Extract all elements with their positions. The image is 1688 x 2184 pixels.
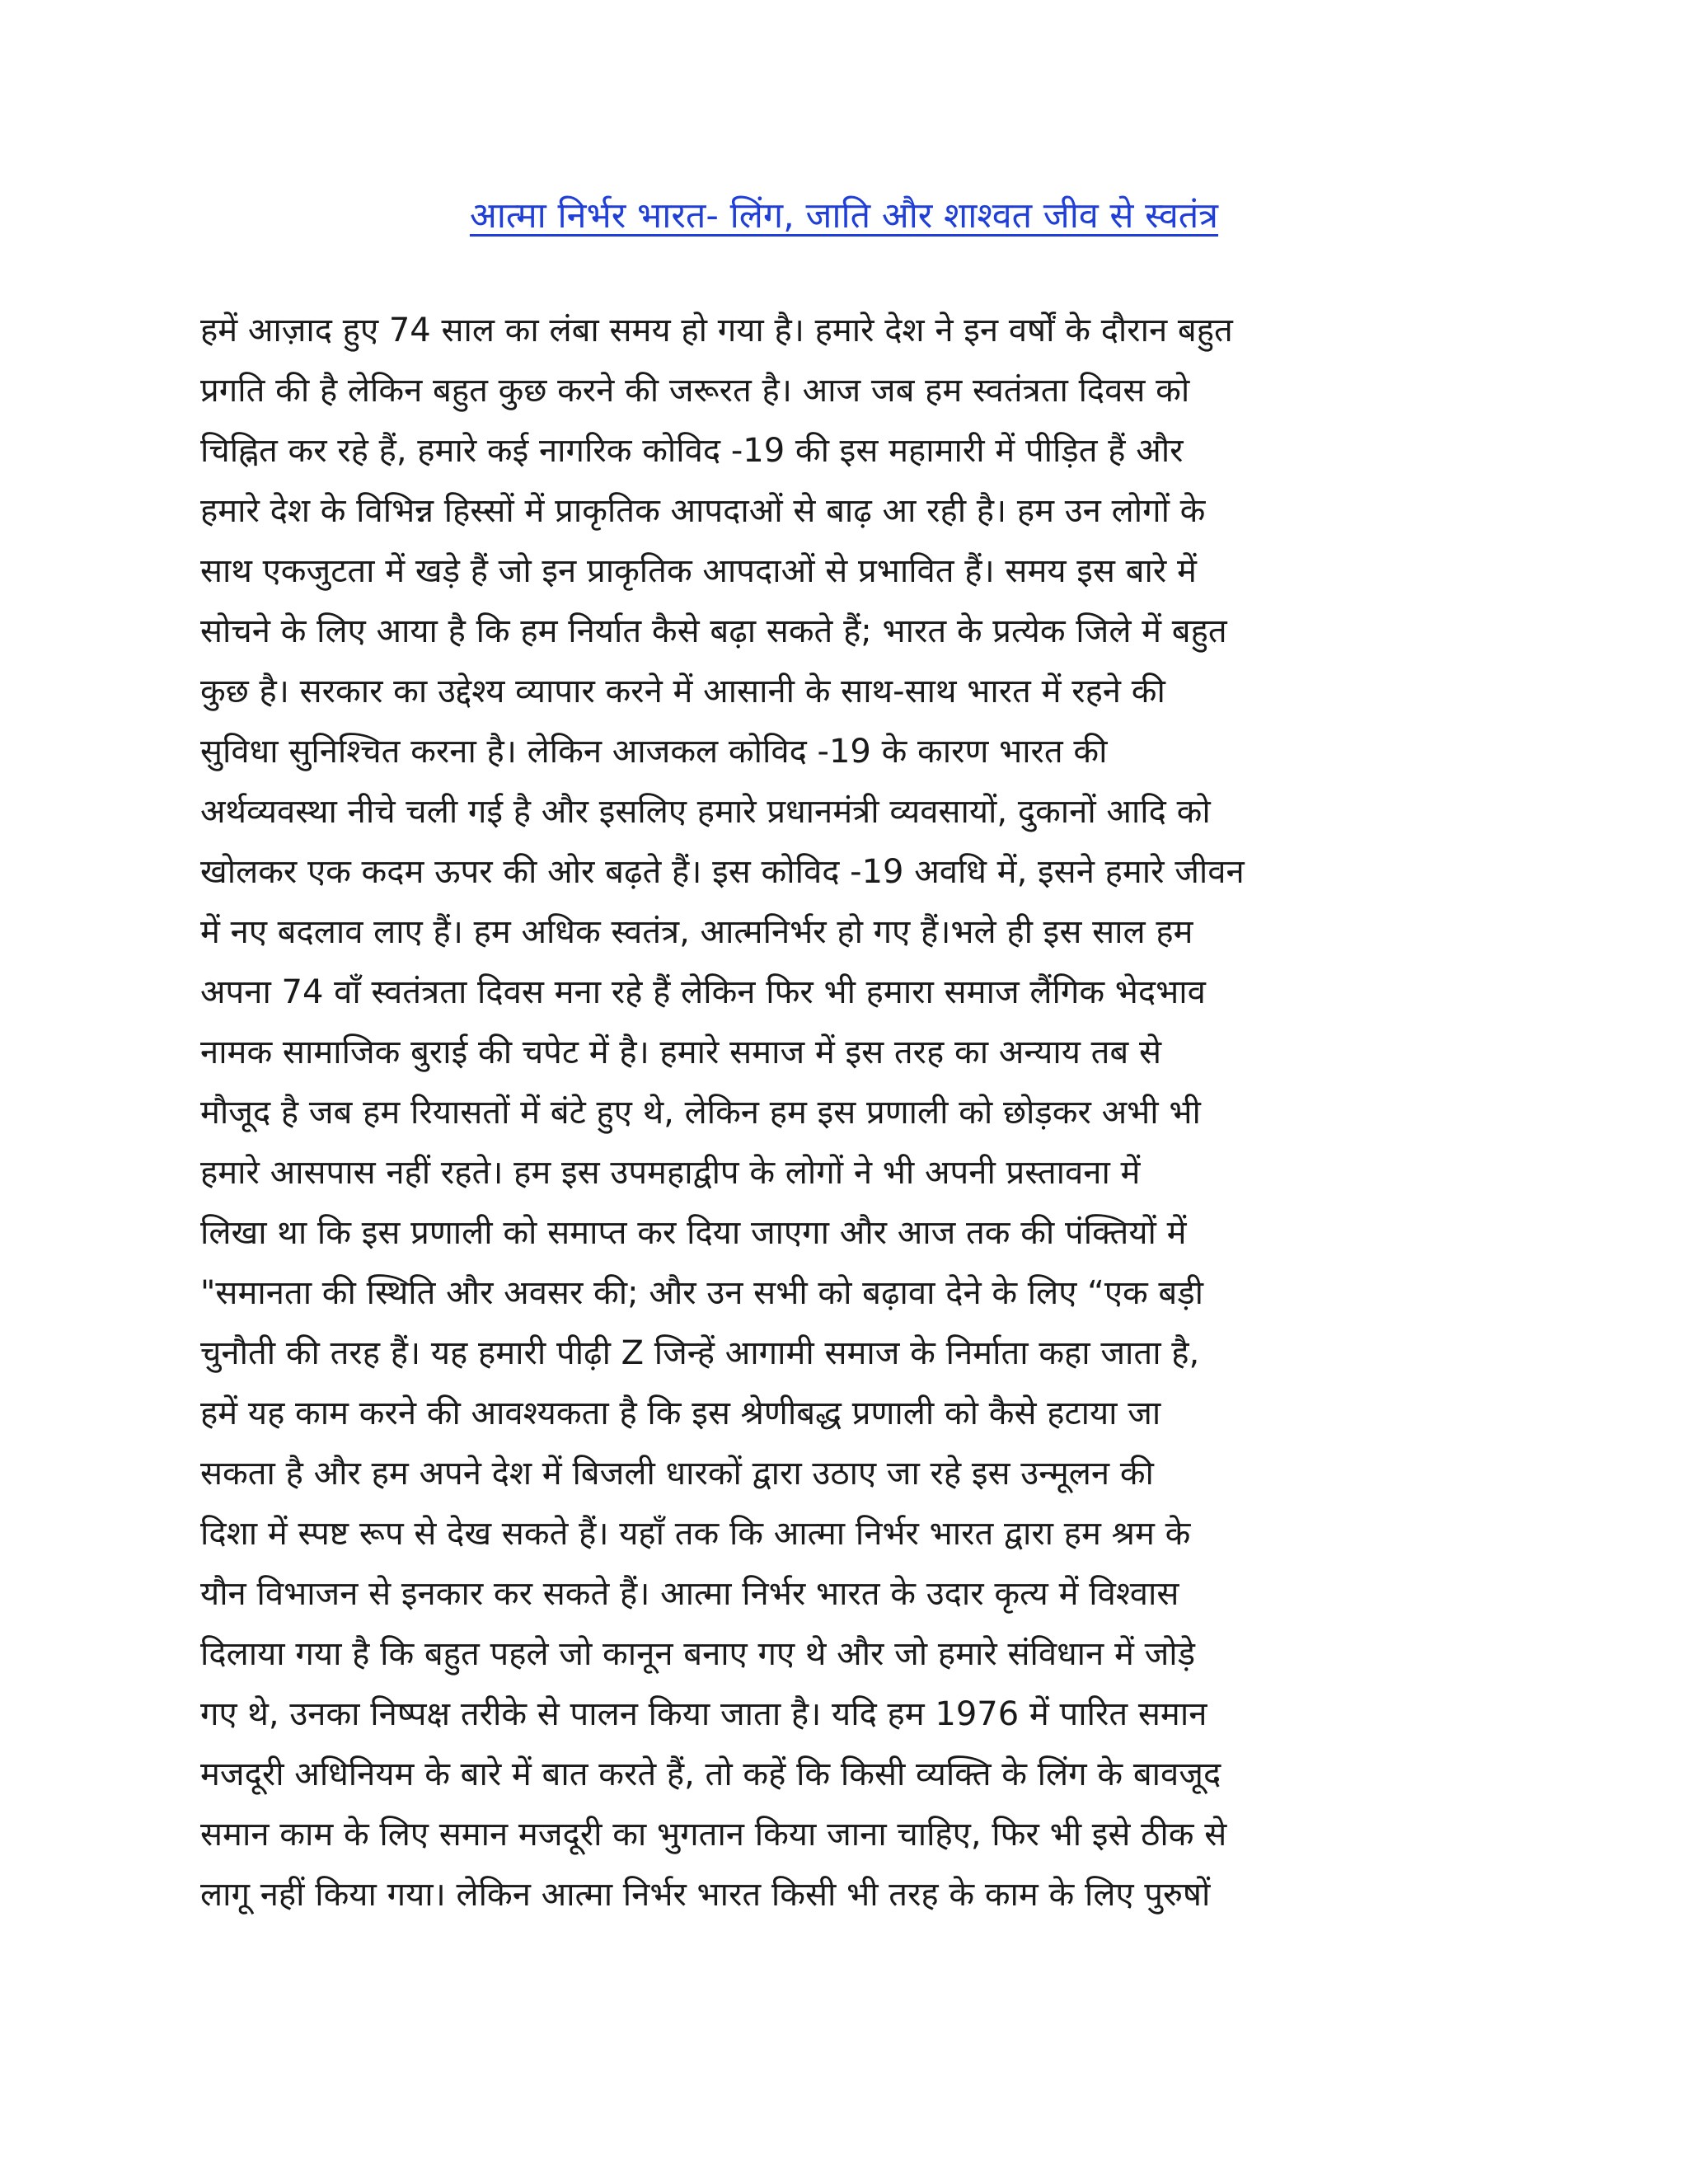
body-line: लिखा था कि इस प्रणाली को समाप्त कर दिया जाएगा और आज तक की पंक्तियों में [200,1214,1187,1252]
body-line: खोलकर एक कदम ऊपर की ओर बढ़ते हैं। इस कोविद -19 अवधि में, इसने हमारे जीवन [200,853,1245,891]
body-line: हमारे आसपास नहीं रहते। हम इस उपमहाद्वीप के लोगों ने भी अपनी प्रस्तावना में [200,1154,1141,1192]
body-line: सकता है और हम अपने देश में बिजली धारकों द्वारा उठाए जा रहे इस उन्मूलन की [200,1455,1154,1493]
body-line: समान काम के लिए समान मजदूरी का भुगतान किया जाना चाहिए, फिर भी इसे ठीक से [200,1816,1227,1854]
document-title[interactable]: आत्मा निर्भर भारत- लिंग, जाति और शाश्वत जीव से स्वतंत्र [469,195,1219,237]
body-line: लागू नहीं किया गया। लेकिन आत्मा निर्भर भारत किसी भी तरह के काम के लिए पुरुषों [200,1876,1211,1914]
document-body [200,301,1494,1925]
body-line: में नए बदलाव लाए हैं। हम अधिक स्वतंत्र, आत्मनिर्भर हो गए हैं।भले ही इस साल हम [200,913,1193,951]
body-line: चुनौती की तरह हैं। यह हमारी पीढ़ी Z जिन्हें आगामी समाज के निर्माता कहा जाता है, [200,1334,1200,1372]
body-line: "समानता की स्थिति और अवसर की; और उन सभी को बढ़ावा देने के लिए “एक बड़ी [200,1274,1203,1312]
body-line: मजदूरी अधिनियम के बारे में बात करते हैं, तो कहें कि किसी व्यक्ति के लिंग के बावजूद [200,1755,1221,1793]
body-line: दिशा में स्पष्ट रूप से देख सकते हैं। यहाँ तक कि आत्मा निर्भर भारत द्वारा हम श्रम के [200,1515,1191,1553]
body-line: कुछ है। सरकार का उद्देश्य व्यापार करने में आसानी के साथ-साथ भारत में रहने की [200,673,1165,710]
body-line: चिह्नित कर रहे हैं, हमारे कई नागरिक कोविद -19 की इस महामारी में पीड़ित हैं और [200,432,1184,470]
body-line: यौन विभाजन से इनकार कर सकते हैं। आत्मा निर्भर भारत के उदार कृत्य में विश्वास [200,1575,1179,1613]
body-line: गए थे, उनका निष्पक्ष तरीके से पालन किया जाता है। यदि हम 1976 में पारित समान [200,1695,1207,1733]
body-line: नामक सामाजिक बुराई की चपेट में है। हमारे समाज में इस तरह का अन्याय तब से [200,1033,1162,1071]
body-line: हमें यह काम करने की आवश्यकता है कि इस श्रेणीबद्ध प्रणाली को कैसे हटाया जा [200,1394,1161,1432]
body-line: अपना 74 वाँ स्वतंत्रता दिवस मना रहे हैं लेकिन फिर भी हमारा समाज लैंगिक भेदभाव [200,973,1206,1011]
body-line: सोचने के लिए आया है कि हम निर्यात कैसे बढ़ा सकते हैं; भारत के प्रत्येक जिले में बहुत [200,612,1227,650]
body-line: हमारे देश के विभिन्न हिस्सों में प्राकृतिक आपदाओं से बाढ़ आ रही है। हम उन लोगों के [200,492,1206,530]
body-line: दिलाया गया है कि बहुत पहले जो कानून बनाए गए थे और जो हमारे संविधान में जोड़े [200,1635,1196,1673]
body-line: प्रगति की है लेकिन बहुत कुछ करने की जरूरत है। आज जब हम स्वतंत्रता दिवस को [200,372,1190,410]
body-line: सुविधा सुनिश्चित करना है। लेकिन आजकल कोविद -19 के कारण भारत की [200,733,1108,771]
body-line: मौजूद है जब हम रियासतों में बंटे हुए थे, लेकिन हम इस प्रणाली को छोड़कर अभी भी [200,1094,1201,1132]
body-line: हमें आज़ाद हुए 74 साल का लंबा समय हो गया है। हमारे देश ने इन वर्षों के दौरान बहुत [200,312,1233,349]
body-line: अर्थव्यवस्था नीचे चली गई है और इसलिए हमारे प्रधानमंत्री व्यवसायों, दुकानों आदि को [200,793,1211,831]
body-line: साथ एकजुटता में खड़े हैं जो इन प्राकृतिक आपदाओं से प्रभावित हैं। समय इस बारे में [200,552,1197,590]
